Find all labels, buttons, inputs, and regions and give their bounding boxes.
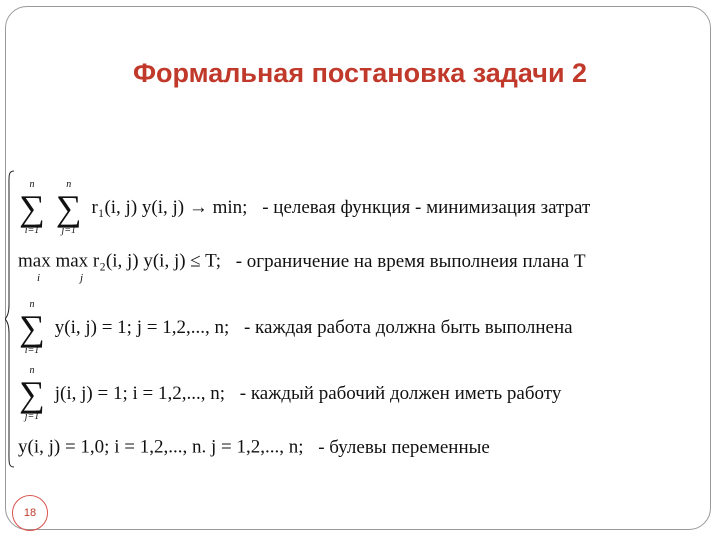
worker-job-note: - каждый рабочий должен иметь работу <box>239 383 562 404</box>
sum-symbol: n ∑ j=1 <box>55 179 82 236</box>
formula-row-boolean <box>18 436 490 459</box>
boolean-expression: y(i, j) = 1,0; i = 1,2,..., n. j = 1,2,..., n; <box>18 436 304 458</box>
max-limit-i: i <box>37 272 41 284</box>
slide-title: Формальная постановка задачи 2 <box>132 58 588 88</box>
objective-expression: r₁(i, j) y(i, j) → min; <box>91 197 248 218</box>
sum-symbol: n ∑ j=1 <box>19 365 45 422</box>
work-done-expression: y(i, j) = 1; j = 1,2,..., n; <box>54 317 230 338</box>
sum-symbol: n ∑ i=1 <box>19 299 45 356</box>
max-limit-j: j <box>80 272 84 284</box>
system-brace <box>5 170 15 468</box>
formula-row-worker-job <box>18 366 561 422</box>
formula-row-time-constraint <box>18 250 586 284</box>
formula-row-work-done <box>18 300 573 356</box>
page-number-badge: 18 <box>12 495 48 531</box>
objective-note: - целевая функция - минимизация затрат <box>262 197 591 218</box>
worker-job-expression: j(i, j) = 1; i = 1,2,..., n; <box>54 383 226 404</box>
time-constraint-note: - ограничение на время выполнеия плана Т <box>235 250 586 272</box>
formula-row-objective <box>18 180 590 236</box>
boolean-note: - булевы переменные <box>318 436 490 458</box>
sum-symbol: n ∑ i=1 <box>19 179 45 236</box>
work-done-note: - каждая работа должна быть выполнена <box>243 317 573 338</box>
time-constraint-expression: max max r₂(i, j) y(i, j) ≤ T; <box>18 250 221 272</box>
